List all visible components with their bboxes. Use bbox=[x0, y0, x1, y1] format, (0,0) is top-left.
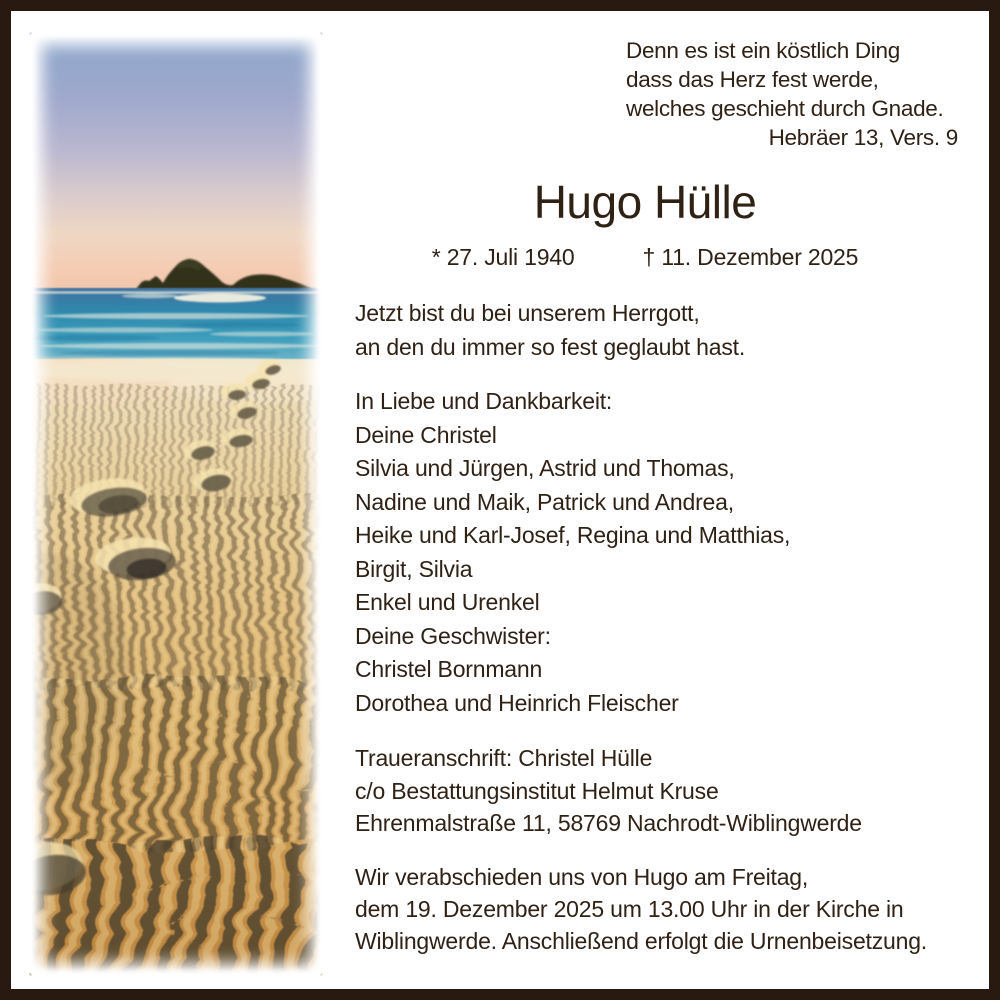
funeral-line: Wiblingwerde. Anschließend erfolgt die Urnenbeisetzung. bbox=[355, 927, 927, 954]
mourner-line: Dorothea und Heinrich Fleischer bbox=[355, 689, 679, 716]
quote-attribution: Hebräer 13, Vers. 9 bbox=[768, 125, 958, 150]
sky bbox=[30, 33, 322, 291]
mourners-intro: In Liebe und Dankbarkeit: bbox=[355, 388, 613, 414]
deceased-name: Hugo Hülle bbox=[533, 176, 757, 228]
mourner-line: Enkel und Urenkel bbox=[355, 589, 540, 615]
message-line: an den du immer so fest geglaubt hast. bbox=[355, 333, 746, 360]
obituary-text bbox=[355, 297, 975, 957]
mourner-line: Nadine und Maik, Patrick und Andrea, bbox=[355, 488, 734, 515]
mourner-line: Heike und Karl-Josef, Regina und Matthias, bbox=[355, 522, 791, 548]
mourner-line: Deine Geschwister: bbox=[355, 622, 551, 649]
funeral-line: dem 19. Dezember 2025 um 13.00 Uhr in der Kirche in bbox=[355, 895, 904, 922]
life-dates bbox=[355, 242, 935, 272]
quote-line: welches geschieht durch Gnade. bbox=[626, 96, 944, 121]
address-line: Traueranschrift: Christel Hülle bbox=[355, 745, 653, 771]
scripture-quote bbox=[626, 36, 958, 152]
quote-line: Denn es ist ein köstlich Ding bbox=[626, 38, 900, 63]
condolence-address bbox=[355, 742, 975, 840]
mourners-list bbox=[355, 385, 975, 720]
beach-scene bbox=[30, 33, 322, 975]
funeral-notice bbox=[355, 861, 975, 957]
funeral-line: Wir verabschieden uns von Hugo am Freitag, bbox=[355, 863, 809, 890]
farewell-message bbox=[355, 297, 975, 364]
mourner-line: Christel Bornmann bbox=[355, 656, 543, 682]
address-line: c/o Bestattungsinstitut Helmut Kruse bbox=[355, 777, 719, 804]
birth-date: * 27. Juli 1940 bbox=[431, 244, 575, 270]
mourner-line: Deine Christel bbox=[355, 421, 497, 448]
death-date: † 11. Dezember 2025 bbox=[642, 244, 859, 270]
quote-line: dass das Herz fest werde, bbox=[626, 67, 879, 92]
message-line: Jetzt bist du bei unserem Herrgott, bbox=[355, 300, 700, 326]
memorial-photo bbox=[30, 33, 322, 975]
address-line: Ehrenmalstraße 11, 58769 Nachrodt-Wiblingwerde bbox=[355, 810, 862, 836]
mourner-line: Silvia und Jürgen, Astrid und Thomas, bbox=[355, 455, 735, 481]
mourner-line: Birgit, Silvia bbox=[355, 555, 473, 582]
